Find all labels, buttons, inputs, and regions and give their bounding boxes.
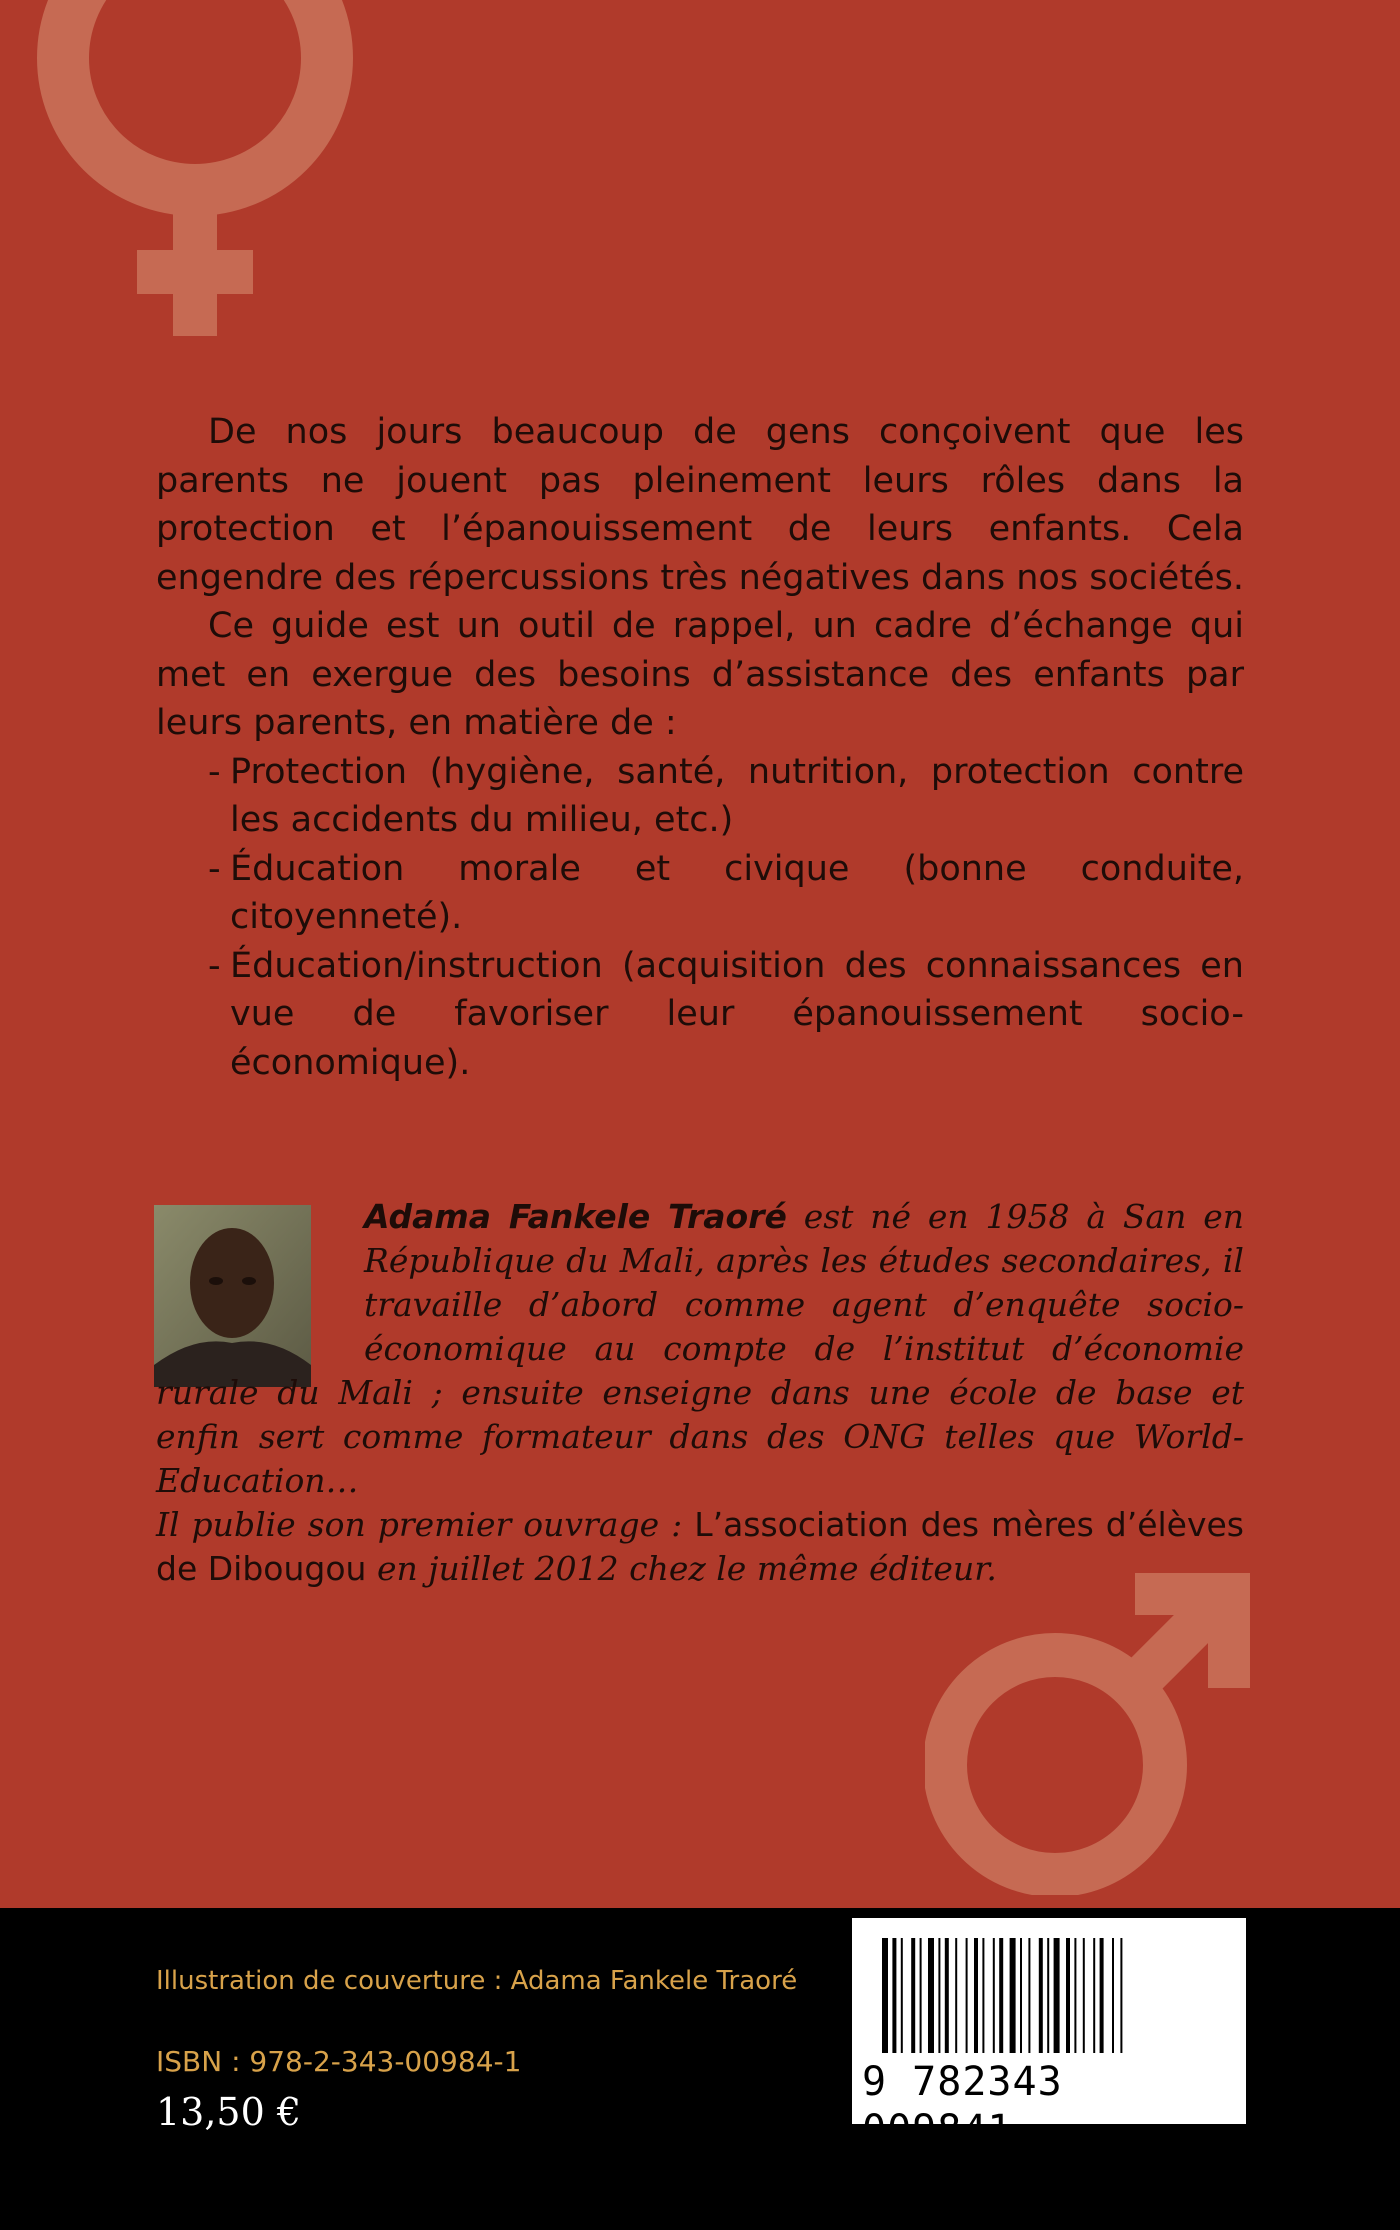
barcode-bar xyxy=(920,1938,922,2053)
barcode-bar xyxy=(938,1938,940,2053)
barcode-bar xyxy=(982,1938,984,2053)
price: 13,50 € xyxy=(156,2090,302,2134)
first-work-intro: Il publie son premier ouvrage : xyxy=(156,1505,683,1544)
author-bio xyxy=(156,1195,1244,1591)
barcode-bar xyxy=(1047,1938,1049,2053)
author-name: Adama Fankele Traoré xyxy=(364,1197,787,1236)
barcode-bar xyxy=(1093,1938,1095,2053)
barcode-bar xyxy=(1010,1938,1016,2053)
barcode-bar xyxy=(1083,1938,1085,2053)
summary-list xyxy=(156,748,1244,1088)
barcode-bar xyxy=(928,1938,934,2053)
barcode-bars xyxy=(852,1918,1246,2058)
barcode-bar xyxy=(1028,1938,1030,2053)
barcode-bar xyxy=(1120,1938,1122,2053)
summary-list-item: - Éducation/instruction (acquisition des connaissances en vue de favoriser leur épanouissement socio-économique). xyxy=(208,942,1244,1088)
barcode-bar xyxy=(1112,1938,1114,2053)
barcode xyxy=(852,1918,1246,2153)
summary-list-item: - Éducation morale et civique (bonne conduite, citoyenneté). xyxy=(208,845,1244,942)
barcode-bar xyxy=(1039,1938,1043,2053)
barcode-bar xyxy=(955,1938,957,2053)
book-summary xyxy=(156,408,1244,1087)
summary-paragraph: De nos jours beaucoup de gens conçoivent que les parents ne jouent pas pleinement leurs rôles dans la protection et l’épanouissement de leurs enfants. Cela engendre des répercussions très négatives dans nos sociétés. xyxy=(156,412,1244,598)
barcode-bar xyxy=(911,1938,915,2053)
barcode-bar xyxy=(974,1938,978,2053)
barcode-bar xyxy=(1054,1938,1060,2053)
cover-credit: Illustration de couverture : Adama Fankele Traoré xyxy=(156,1966,798,1996)
barcode-bar xyxy=(945,1938,949,2053)
barcode-bar xyxy=(999,1938,1003,2053)
summary-list-item: - Protection (hygiène, santé, nutrition, protection contre les accidents du milieu, etc.) xyxy=(208,748,1244,845)
summary-paragraph: Ce guide est un outil de rappel, un cadre d’échange qui met en exergue des besoins d’assistance des enfants par leurs parents, en matière de : xyxy=(156,606,1244,743)
barcode-bar xyxy=(892,1938,896,2053)
barcode-bar xyxy=(1066,1938,1070,2053)
author-bio-body: est né en 1958 à San en République du Mali, après les études secondaires, il travaille d’abord comme agent d’enquête socio-économique au compte de l’institut d’économie rurale du Mali ; ensuite enseigne dans une école de base et enfin sert comme formateur dans des ONG telles que World-Education… xyxy=(156,1197,1244,1500)
barcode-number: 9 782343 009841 xyxy=(862,2059,1063,2153)
barcode-bar xyxy=(993,1938,995,2053)
barcode-bar xyxy=(966,1938,968,2053)
female-symbol-icon xyxy=(30,0,360,340)
male-symbol-icon xyxy=(925,1565,1255,1895)
barcode-bar xyxy=(901,1938,903,2053)
isbn: ISBN : 978-2-343-00984-1 xyxy=(156,2045,522,2078)
first-work-title: L’association des mères d’élèves de Dibougou xyxy=(156,1505,1244,1588)
barcode-bar xyxy=(1100,1938,1104,2053)
first-work-details: en juillet 2012 chez le même éditeur. xyxy=(376,1549,997,1588)
barcode-bar xyxy=(1020,1938,1022,2053)
barcode-bar xyxy=(882,1938,888,2053)
barcode-bar xyxy=(1074,1938,1076,2053)
